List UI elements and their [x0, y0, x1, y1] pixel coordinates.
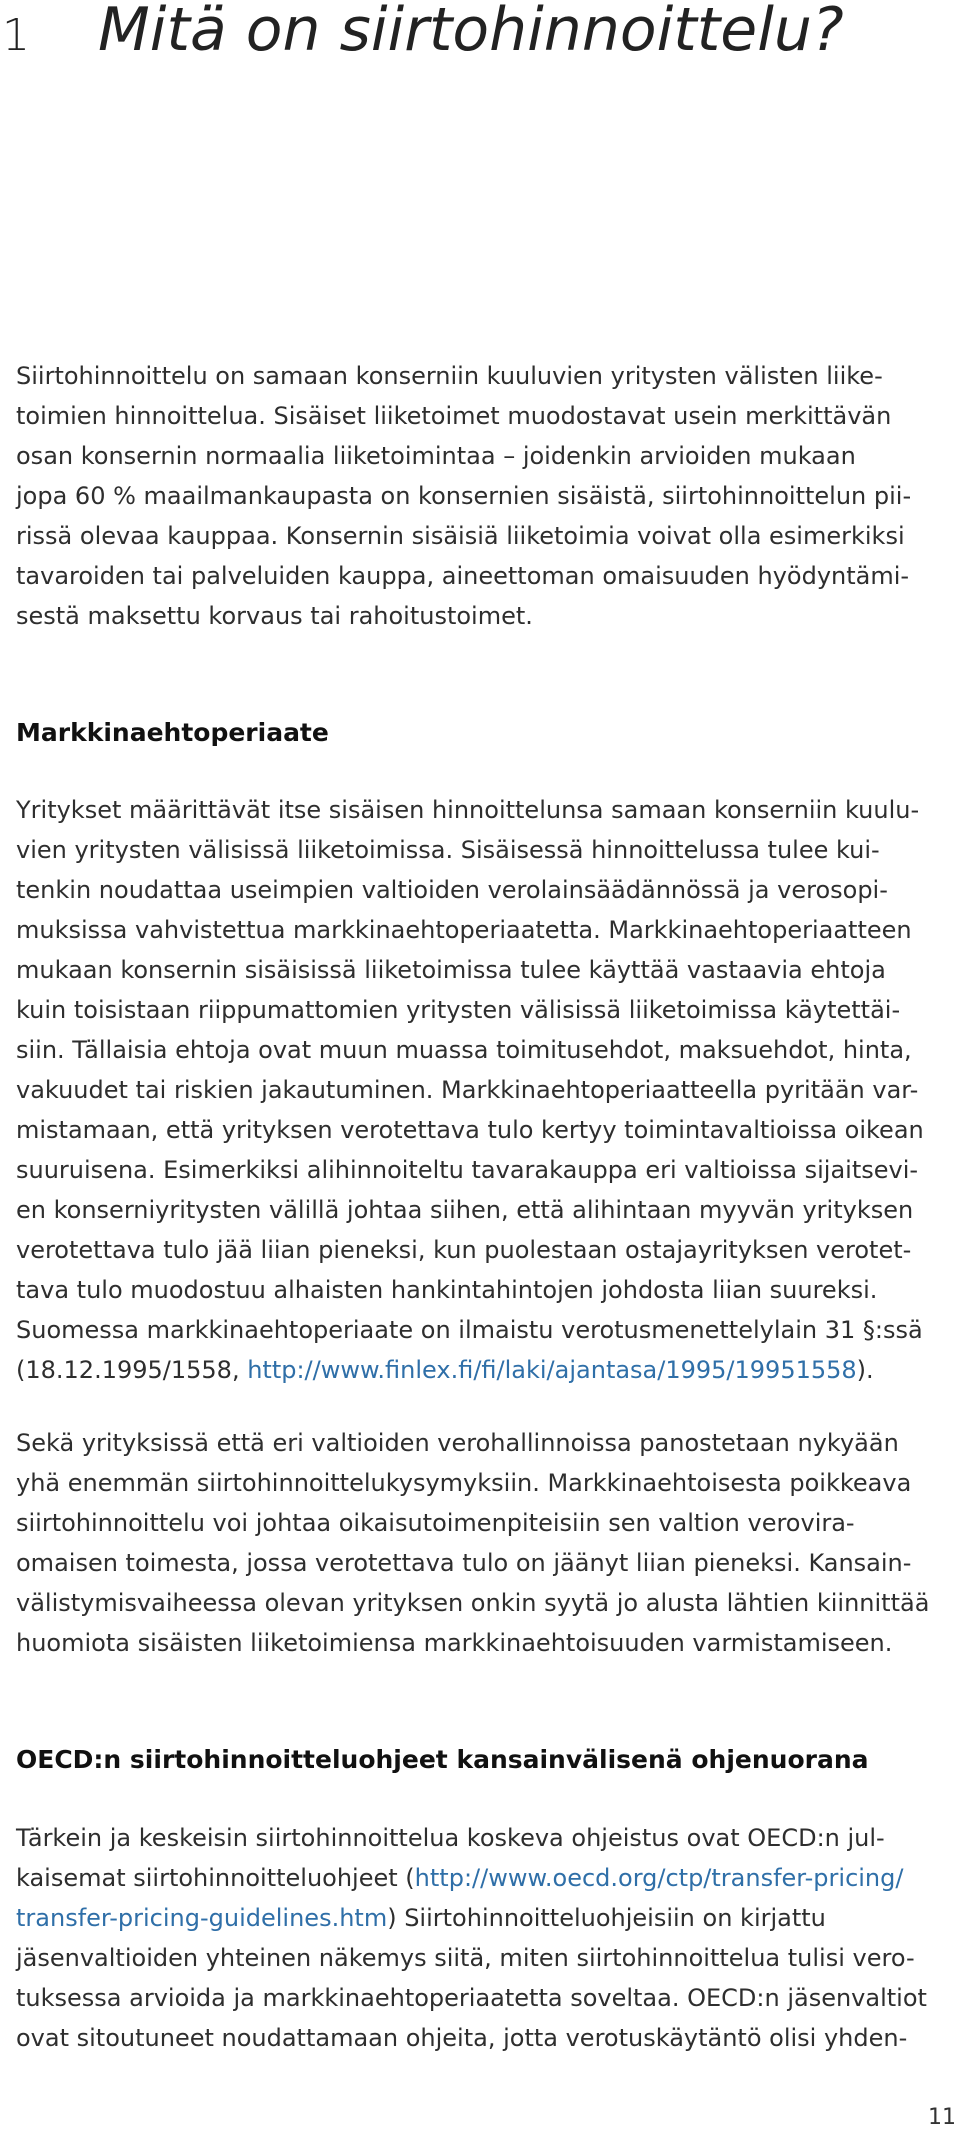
text-fragment: (18.12.1995/1558,	[16, 1356, 248, 1384]
text-line: toimien hinnoittelua. Sisäiset liiketoimet muodostavat usein merkittävän	[16, 402, 892, 430]
text-line: siin. Tällaisia ehtoja ovat muun muassa toimitusehdot, maksuehdot, hinta,	[16, 1036, 912, 1064]
section2-paragraph	[16, 1818, 956, 2058]
text-line: ovat sitoutuneet noudattamaan ohjeita, jotta verotuskäytäntö olisi yhden-	[16, 2024, 908, 2052]
section-heading-markkinaehtoperiaate: Markkinaehtoperiaate	[16, 718, 329, 747]
text-line: Tärkein ja keskeisin siirtohinnoittelua koskeva ohjeistus ovat OECD:n jul-	[16, 1824, 885, 1852]
text-line: vakuudet tai riskien jakautuminen. Markkinaehtoperiaatteella pyritään var-	[16, 1076, 919, 1104]
text-line: Suomessa markkinaehtoperiaate on ilmaistu verotusmenettelylain 31 §:ssä	[16, 1316, 923, 1344]
text-line: Sekä yrityksissä että eri valtioiden verohallinnoissa panostetaan nykyään	[16, 1429, 899, 1457]
text-fragment: ) Siirtohinnoitteluohjeisiin on kirjattu	[387, 1904, 826, 1932]
section-heading-oecd: OECD:n siirtohinnoitteluohjeet kansainvälisenä ohjenuorana	[16, 1745, 869, 1774]
text-line: mukaan konsernin sisäisissä liiketoimissa tulee käyttää vastaavia ehtoja	[16, 956, 886, 984]
text-line: tavaroiden tai palveluiden kauppa, aineettoman omaisuuden hyödyntämi-	[16, 562, 910, 590]
text-line: yhä enemmän siirtohinnoittelukysymyksiin. Markkinaehtoisesta poikkeava	[16, 1469, 912, 1497]
text-line: siirtohinnoittelu voi johtaa oikaisutoimenpiteisiin sen valtion verovira-	[16, 1509, 855, 1537]
text-line: osan konsernin normaalia liiketoimintaa – joidenkin arvioiden mukaan	[16, 442, 856, 470]
text-line: jopa 60 % maailmankaupasta on konsernien sisäistä, siirtohinnoittelun pii-	[16, 482, 912, 510]
text-line: välistymisvaiheessa olevan yrityksen onkin syytä jo alusta lähtien kiinnittää	[16, 1589, 930, 1617]
text-line-with-link	[16, 1350, 956, 1390]
text-line: Siirtohinnoittelu on samaan konserniin kuuluvien yritysten välisten liike-	[16, 362, 883, 390]
text-line: huomiota sisäisten liiketoimiensa markkinaehtoisuuden varmistamiseen.	[16, 1629, 893, 1657]
text-line: tenkin noudattaa useimpien valtioiden verolainsäädännössä ja verosopi-	[16, 876, 888, 904]
page-number: 11	[928, 2105, 956, 2130]
chapter-number: 1	[2, 10, 30, 61]
intro-paragraph	[16, 356, 956, 636]
oecd-link-part1[interactable]: http://www.oecd.org/ctp/transfer-pricing/	[414, 1864, 904, 1892]
text-line: jäsenvaltioiden yhteinen näkemys siitä, miten siirtohinnoittelua tulisi vero-	[16, 1944, 915, 1972]
text-line: omaisen toimesta, jossa verotettava tulo on jäänyt liian pieneksi. Kansain-	[16, 1549, 912, 1577]
section1-paragraph2	[16, 1423, 956, 1663]
text-line: kuin toisistaan riippumattomien yritysten välisissä liiketoimissa käytettäi-	[16, 996, 901, 1024]
chapter-title	[0, 0, 844, 66]
text-line: mistamaan, että yrityksen verotettava tulo kertyy toimintavaltioissa oikean	[16, 1116, 924, 1144]
text-line: sestä maksettu korvaus tai rahoitustoimet.	[16, 602, 533, 630]
finlex-link[interactable]: http://www.finlex.fi/fi/laki/ajantasa/1995/19951558	[247, 1356, 857, 1384]
text-line: rissä olevaa kauppaa. Konsernin sisäisiä liiketoimia voivat olla esimerkiksi	[16, 522, 905, 550]
text-line: en konserniyritysten välillä johtaa siihen, että alihintaan myyvän yrityksen	[16, 1196, 914, 1224]
text-fragment: ).	[856, 1356, 874, 1384]
text-line-with-link	[16, 1898, 956, 1938]
text-line: muksissa vahvistettua markkinaehtoperiaatetta. Markkinaehtoperiaatteen	[16, 916, 912, 944]
text-line: suuruisena. Esimerkiksi alihinnoiteltu tavarakauppa eri valtioissa sijaitsevi-	[16, 1156, 919, 1184]
oecd-link-part2[interactable]: transfer-pricing-guidelines.htm	[16, 1904, 388, 1932]
text-line: Yritykset määrittävät itse sisäisen hinnoittelunsa samaan konserniin kuulu-	[16, 796, 920, 824]
text-line: vien yritysten välisissä liiketoimissa. Sisäisessä hinnoittelussa tulee kui-	[16, 836, 880, 864]
text-line: verotettava tulo jää liian pieneksi, kun puolestaan ostajayrityksen verotet-	[16, 1236, 912, 1264]
section1-paragraph1	[16, 790, 956, 1390]
text-line-with-link	[16, 1858, 956, 1898]
text-line: tuksessa arvioida ja markkinaehtoperiaatetta soveltaa. OECD:n jäsenvaltiot	[16, 1984, 927, 2012]
text-fragment: kaisemat siirtohinnoitteluohjeet (	[16, 1864, 415, 1892]
chapter-title-text: Mitä on siirtohinnoittelu?	[98, 0, 844, 65]
text-line: tava tulo muodostuu alhaisten hankintahintojen johdosta liian suureksi.	[16, 1276, 878, 1304]
